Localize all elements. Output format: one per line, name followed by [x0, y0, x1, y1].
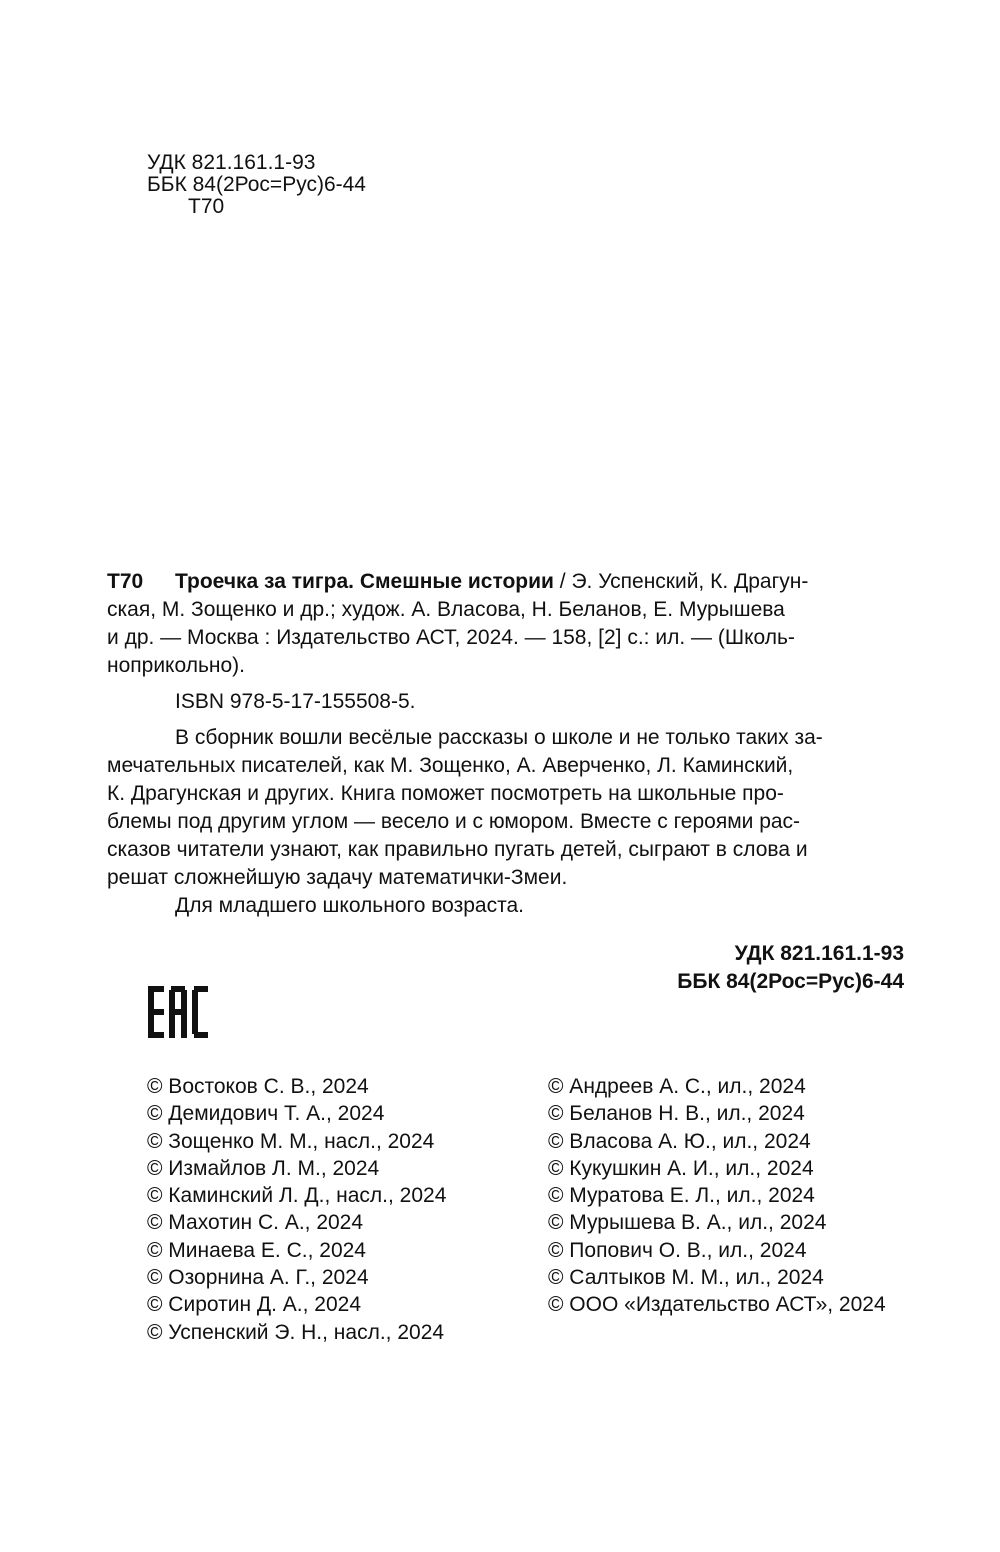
copyright-item: © Кукушкин А. И., ил., 2024	[548, 1156, 814, 1180]
copyright-item: © Востоков С. В., 2024	[147, 1075, 369, 1098]
udk-code: УДК 821.161.1-93	[147, 151, 316, 174]
annotation-line-2: мечательных писателей, как М. Зощенко, А. Аверченко, Л. Каминский,	[107, 754, 794, 777]
copyright-item: © Махотин С. А., 2024	[147, 1211, 364, 1235]
classification-codes-footer	[677, 940, 904, 996]
copyright-item: © Попович О. В., ил., 2024	[548, 1238, 807, 1262]
eac-certification-icon	[148, 986, 208, 1038]
copyright-item: © Мурышева В. А., ил., 2024	[548, 1211, 827, 1235]
copyright-list-left	[147, 1073, 446, 1346]
copyright-item: © Власова А. Ю., ил., 2024	[548, 1129, 811, 1153]
footer-bbk-code: ББК 84(2Рос=Рус)6-44	[677, 970, 904, 993]
copyright-item: © Зощенко М. М., насл., 2024	[147, 1129, 435, 1153]
author-mark: Т70	[188, 195, 225, 218]
bibliographic-description	[175, 568, 904, 596]
copyright-item: © Сиротин Д. А., 2024	[147, 1293, 361, 1317]
copyright-item: © Озорнина А. Г., 2024	[147, 1266, 369, 1290]
copyright-list-right	[548, 1073, 886, 1319]
copyright-item: © Успенский Э. Н., насл., 2024	[147, 1320, 445, 1344]
annotation-line-3: К. Драгунская и других. Книга поможет посмотреть на школьные про-	[107, 782, 784, 805]
copyright-item: © Муратова Е. Л., ил., 2024	[548, 1184, 815, 1208]
annotation-line-6: решат сложнейшую задачу математички-Змеи.	[107, 866, 568, 889]
bbk-code: ББК 84(2Рос=Рус)6-44	[147, 173, 366, 196]
biblio-line-3: и др. — Москва : Издательство АСТ, 2024. — 158, [2] с.: ил. — (Школь-	[107, 626, 795, 649]
book-title: Троечка за тигра. Смешные истории	[175, 570, 554, 593]
copyright-item: © Демидович Т. А., 2024	[147, 1102, 385, 1126]
copyright-item: © Каминский Л. Д., насл., 2024	[147, 1184, 447, 1208]
audience-note: Для младшего школьного возраста.	[175, 894, 524, 917]
copyright-item: © Беланов Н. В., ил., 2024	[548, 1102, 805, 1126]
annotation	[107, 724, 904, 892]
footer-udk-code: УДК 821.161.1-93	[734, 942, 904, 965]
biblio-line-2: ская, М. Зощенко и др.; худож. А. Власова, Н. Беланов, Е. Мурышева	[107, 598, 785, 621]
classification-codes-header	[147, 152, 366, 218]
biblio-line-1: / Э. Успенский, К. Драгун-	[553, 570, 809, 593]
copyright-item: © Минаева Е. С., 2024	[147, 1238, 366, 1262]
annotation-line-5: сказов читатели узнают, как правильно пугать детей, сыграют в слова и	[107, 838, 808, 861]
isbn: ISBN 978-5-17-155508-5.	[175, 690, 416, 713]
bibliographic-entry	[107, 568, 904, 920]
annotation-line-1: В сборник вошли весёлые рассказы о школе и не только таких за-	[175, 726, 823, 749]
entry-author-mark: Т70	[107, 570, 144, 593]
copyright-item: © Андреев А. С., ил., 2024	[548, 1075, 806, 1098]
biblio-line-4: ноприкольно).	[107, 654, 245, 677]
annotation-line-4: блемы под другим углом — весело и с юмором. Вместе с героями рас-	[107, 810, 801, 833]
copyright-item: © Измайлов Л. М., 2024	[147, 1156, 380, 1180]
copyright-item: © ООО «Издательство АСТ», 2024	[548, 1293, 886, 1317]
copyright-item: © Салтыков М. М., ил., 2024	[548, 1266, 824, 1290]
